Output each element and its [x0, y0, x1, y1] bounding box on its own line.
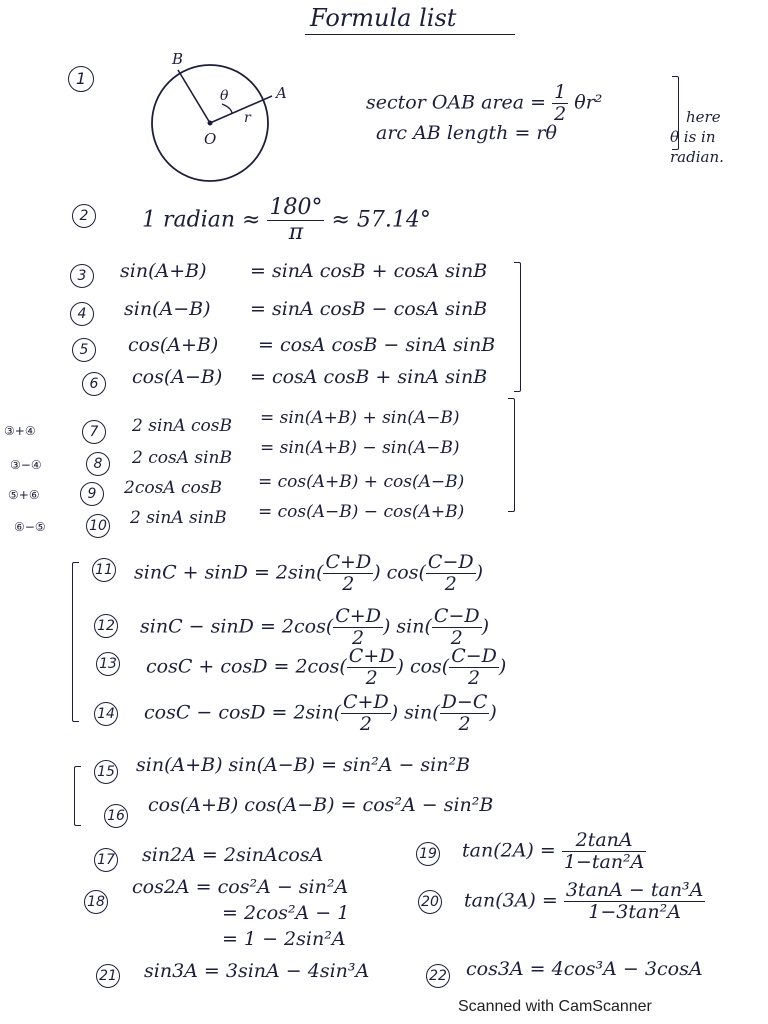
formula-14: cosC − cosD = 2sin( $\frac{C+D}{2}$ ) sin( $\frac{D-C}{2}$ )	[144, 691, 497, 735]
radian-lhs: 1 radian ≈	[142, 207, 261, 233]
item-number-22: 22	[426, 964, 450, 988]
label-theta: θ	[220, 88, 229, 104]
formula-18-line-1: cos2A = cos²A − sin²A	[132, 876, 349, 898]
formula-7-lhs: 2 sinA cosB	[132, 416, 232, 436]
item-number-21: 21	[96, 964, 120, 988]
formula-4-rhs: = sinA cosB − cosA sinB	[250, 298, 488, 320]
item-number-2: 2	[72, 204, 96, 228]
formula-15: sin(A+B) sin(A−B) = sin²A − sin²B	[136, 754, 471, 776]
label-o: O	[204, 130, 217, 148]
item-number-6: 6	[82, 372, 106, 396]
formula-10-reference: ⑥−⑤	[14, 520, 46, 534]
radius-ob	[178, 70, 210, 123]
formula-19: tan(2A) = $\frac{2\tan A}{\text{1−tan²A}}$	[462, 829, 645, 873]
item-number-15: 15	[94, 760, 118, 784]
formula-9-rhs: = cos(A+B) + cos(A−B)	[258, 472, 465, 492]
label-a: A	[276, 84, 287, 102]
item-number-13: 13	[96, 652, 120, 676]
sector-area-rest: θr²	[574, 91, 603, 114]
group-c-bracket	[72, 562, 79, 722]
page-title: Formula list	[310, 4, 457, 32]
scanner-watermark: Scanned with CamScanner	[458, 998, 652, 1015]
sector-area-label: sector OAB area =	[366, 91, 547, 114]
label-r: r	[244, 110, 251, 126]
formula-3-lhs: sin(A+B)	[120, 260, 207, 282]
formula-8-lhs: 2 cosA sinB	[132, 448, 232, 468]
item-number-9: 9	[80, 482, 104, 506]
formula-9-reference: ⑤+⑥	[8, 488, 40, 502]
angle-arc	[222, 104, 232, 114]
label-b: B	[172, 50, 184, 68]
item-number-18: 18	[84, 890, 108, 914]
formula-13: cosC + cosD = 2cos( $\frac{C+D}{2}$ ) cos( $\frac{C-D}{2}$ )	[146, 645, 507, 689]
note-line-3: radian.	[670, 148, 724, 166]
formula-18-line-3: = 1 − 2sin²A	[222, 928, 346, 950]
formula-20: tan(3A) = $\frac{\text{3tanA − tan³A}}{\text{1−3tan²A}}$	[464, 879, 704, 923]
radian-rhs: ≈ 57.14°	[331, 207, 431, 233]
formula-6-lhs: cos(A−B)	[132, 366, 223, 388]
item-number-14: 14	[94, 702, 118, 726]
group-a-bracket	[514, 262, 521, 392]
formula-7-reference: ③+④	[4, 424, 36, 438]
item-number-5: 5	[72, 338, 96, 362]
formula-10-rhs: = cos(A−B) − cos(A+B)	[258, 502, 465, 522]
note-line-1: here	[686, 108, 721, 126]
formula-10-lhs: 2 sinA sinB	[130, 508, 227, 528]
item-number-3: 3	[70, 264, 94, 288]
formula-9-lhs: 2cosA cosB	[124, 478, 222, 498]
radian-conversion	[142, 196, 431, 245]
item-number-11: 11	[92, 558, 116, 582]
item-number-7: 7	[82, 420, 106, 444]
arc-length-formula: arc AB length = rθ	[376, 122, 557, 144]
radian-fraction: $\frac{180^\circ}{\pi}$	[269, 195, 323, 246]
formula-3-rhs: = sinA cosB + cosA sinB	[250, 260, 488, 282]
half-fraction: $\frac{1}{2}$	[554, 81, 567, 125]
formula-21: sin3A = 3sinA − 4sin³A	[144, 960, 370, 982]
formula-11: sinC + sinD = 2sin( $\frac{C+D}{2}$ ) cos( $\frac{C-D}{2}$ )	[134, 551, 484, 595]
formula-8-rhs: = sin(A+B) − sin(A−B)	[260, 438, 460, 458]
group-d-bracket	[74, 766, 81, 826]
group-b-bracket	[508, 398, 515, 512]
note-line-2: θ is in	[670, 128, 716, 146]
sector-area-formula	[366, 82, 602, 125]
item-number-20: 20	[418, 890, 442, 914]
item-number-1: 1	[68, 66, 94, 92]
item-number-8: 8	[86, 452, 110, 476]
item-number-12: 12	[94, 614, 118, 638]
center-point	[208, 121, 213, 126]
formula-8-reference: ③−④	[10, 458, 42, 472]
formula-17: sin2A = 2sinAcosA	[142, 844, 324, 866]
formula-7-rhs: = sin(A+B) + sin(A−B)	[260, 408, 460, 428]
formula-12: sinC − sinD = 2cos( $\frac{C+D}{2}$ ) sin( $\frac{C-D}{2}$ )	[140, 605, 490, 649]
item-number-19: 19	[416, 842, 440, 866]
formula-16: cos(A+B) cos(A−B) = cos²A − sin²B	[148, 794, 494, 816]
formula-4-lhs: sin(A−B)	[124, 298, 211, 320]
title-underline	[305, 34, 515, 35]
item-number-10: 10	[86, 514, 110, 538]
formula-22: cos3A = 4cos³A − 3cosA	[466, 958, 703, 980]
item-number-16: 16	[104, 804, 128, 828]
formula-6-rhs: = cosA cosB + sinA sinB	[250, 366, 488, 388]
sector-diagram	[140, 48, 300, 188]
item-number-4: 4	[70, 302, 94, 326]
formula-5-rhs: = cosA cosB − sinA sinB	[258, 334, 496, 356]
item-number-17: 17	[94, 848, 118, 872]
formula-5-lhs: cos(A+B)	[128, 334, 219, 356]
formula-18-line-2: = 2cos²A − 1	[222, 902, 350, 924]
